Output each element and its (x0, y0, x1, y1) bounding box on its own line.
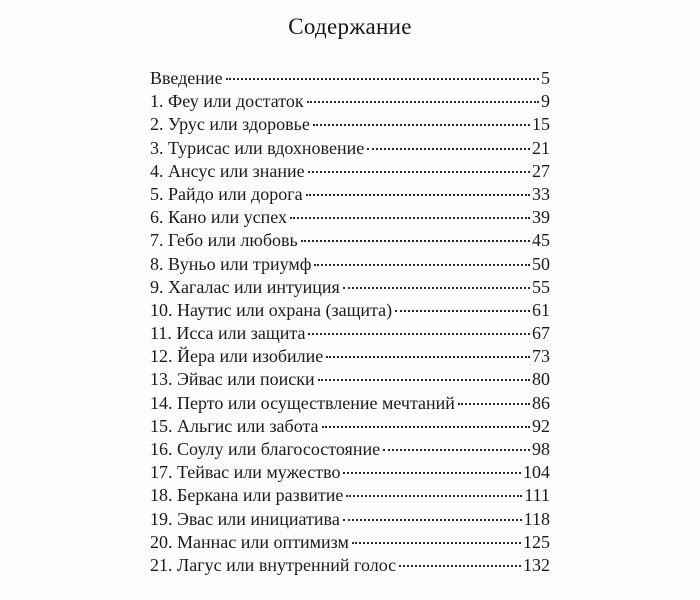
dot-leader (343, 519, 522, 521)
toc-entry (150, 276, 550, 299)
dot-leader (318, 379, 530, 381)
toc-entry-title: 17. Тейвас или мужество (150, 462, 341, 483)
dot-leader (395, 310, 530, 312)
toc-entry-page-number: 15 (532, 114, 550, 135)
toc-entry (150, 392, 550, 415)
toc-entry-title: 10. Наутис или охрана (защита) (150, 299, 393, 320)
toc-entry-page-number: 9 (541, 91, 550, 112)
toc-entry-page-number: 21 (532, 137, 550, 158)
dot-leader (458, 403, 530, 405)
toc-entry-page-number: 50 (532, 253, 550, 274)
toc-entry-title: 8. Вуньо или триумф (150, 253, 312, 274)
dot-leader (307, 101, 539, 103)
toc-entry (150, 183, 550, 206)
toc-entry (150, 299, 550, 322)
toc-entry-title: 3. Турисас или вдохновение (150, 137, 365, 158)
toc-entry-title: 5. Райдо или дорога (150, 183, 303, 204)
toc-entry (150, 229, 550, 252)
toc-entry-title: 1. Феу или достаток (150, 91, 304, 112)
toc-entry-page-number: 67 (532, 323, 550, 344)
toc-entry (150, 554, 550, 577)
toc-entry-title: 12. Йера или изобилие (150, 346, 324, 367)
dot-leader (383, 449, 530, 451)
toc-entry (150, 345, 550, 368)
toc-entry (150, 322, 550, 345)
toc-entry-title: 16. Соулу или благосостояние (150, 439, 381, 459)
toc-entry (150, 508, 550, 531)
toc-entry-title: 18. Беркана или развитие (150, 485, 344, 506)
toc-entry-page-number: 86 (532, 392, 550, 413)
toc-entry (150, 160, 550, 183)
toc-entry-page-number: 104 (523, 462, 550, 483)
toc-entry-page-number: 125 (523, 531, 550, 552)
toc-entry-title: 9. Хагалас или интуиция (150, 276, 340, 297)
dot-leader (399, 565, 521, 567)
toc-entry-page-number: 73 (532, 346, 550, 367)
toc-entry-title: 6. Кано или успех (150, 207, 288, 228)
toc-entry (150, 461, 550, 484)
page-title: Содержание (288, 14, 412, 39)
toc-entry (150, 67, 550, 90)
toc-entry-title: 21. Лагус или внутренний голос (150, 554, 397, 575)
dot-leader (346, 495, 522, 497)
toc-entry-page-number: 55 (532, 276, 550, 297)
dot-leader (367, 148, 530, 150)
toc-entry (150, 531, 550, 554)
toc-entry-title: 14. Перто или осуществление мечтаний (150, 392, 455, 413)
toc-entry-title: 7. Гебо или любовь (150, 230, 298, 251)
toc-entry-title: 20. Маннас или оптимизм (150, 531, 349, 552)
toc-entry-page-number: 132 (523, 554, 550, 575)
dot-leader (290, 217, 530, 219)
toc-entry (150, 484, 550, 507)
toc-entry-page-number: 27 (532, 160, 550, 181)
dot-leader (308, 171, 530, 173)
toc-entry-page-number: 98 (532, 439, 550, 459)
toc-entry (150, 368, 550, 391)
toc-entry-title: 13. Эйвас или поиски (150, 369, 315, 390)
toc-entry-title: 15. Альгис или забота (150, 415, 319, 436)
toc-entry-page-number: 5 (541, 68, 550, 88)
toc-entry (150, 113, 550, 136)
toc-entry (150, 415, 550, 438)
table-of-contents (150, 67, 550, 577)
toc-entry-title: 19. Эвас или инициатива (150, 508, 340, 529)
toc-entry-page-number: 111 (524, 485, 550, 506)
toc-entry-title: 4. Ансус или знание (150, 160, 305, 181)
dot-leader (313, 124, 530, 126)
dot-leader (343, 472, 521, 474)
toc-entry-title: Введение (150, 68, 223, 88)
dot-leader (352, 542, 521, 544)
toc-entry-page-number: 45 (532, 230, 550, 251)
toc-entry-title: 2. Урус или здоровье (150, 114, 310, 135)
dot-leader (326, 356, 530, 358)
dot-leader (301, 240, 530, 242)
toc-entry (150, 90, 550, 113)
toc-entry (150, 253, 550, 276)
toc-entry-page-number: 80 (532, 369, 550, 390)
toc-entry (150, 206, 550, 229)
toc-entry-page-number: 39 (532, 207, 550, 228)
dot-leader (343, 287, 530, 289)
toc-entry-page-number: 92 (532, 415, 550, 436)
dot-leader (226, 78, 539, 80)
dot-leader (322, 426, 530, 428)
dot-leader (308, 333, 530, 335)
dot-leader (306, 194, 530, 196)
dot-leader (314, 264, 530, 266)
toc-entry-page-number: 61 (532, 299, 550, 320)
toc-entry-page-number: 118 (523, 508, 550, 529)
toc-entry (150, 137, 550, 160)
toc-entry-page-number: 33 (532, 183, 550, 204)
toc-entry-title: 11. Исса или защита (150, 323, 306, 344)
toc-entry (150, 438, 550, 461)
